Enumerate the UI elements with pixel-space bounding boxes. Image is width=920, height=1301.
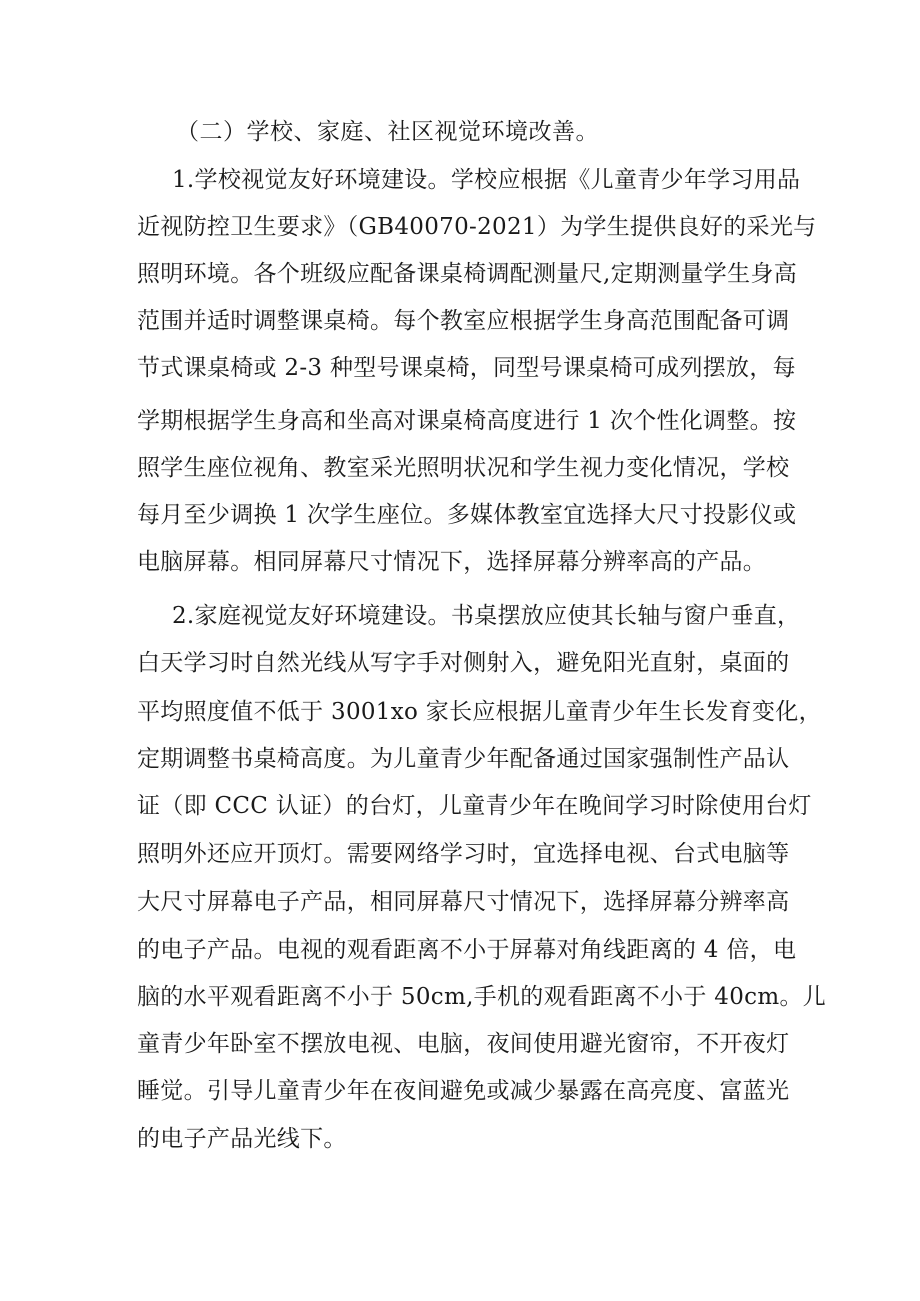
section-heading: （二）学校、家庭、社区视觉环境改善。	[176, 119, 599, 145]
paragraph-1-line: 电脑屏幕。相同屏幕尺寸情况下，选择屏幕分辨率高的产品。	[137, 549, 767, 575]
paragraph-1-line: 节式课桌椅或 2-3 种型号课桌椅，同型号课桌椅可成列摆放，每	[137, 355, 796, 381]
paragraph-2-line: 定期调整书桌椅高度。为儿童青少年配备通过国家强制性产品认	[137, 746, 790, 772]
paragraph-2-line: 证（即 CCC 认证）的台灯，儿童青少年在晚间学习时除使用台灯	[137, 793, 812, 819]
paragraph-1-line: 每月至少调换 1 次学生座位。多媒体教室宜选择大尺寸投影仪或	[137, 502, 797, 528]
paragraph-2-line: 脑的水平观看距离不小于 50cm,手机的观看距离不小于 40cm。儿	[137, 984, 827, 1010]
paragraph-1-line: 1.学校视觉友好环境建设。学校应根据《儿童青少年学习用品	[172, 167, 801, 193]
paragraph-2-line: 2.家庭视觉友好环境建设。书桌摆放应使其长轴与窗户垂直，	[172, 603, 801, 629]
paragraph-1-line: 照明环境。各个班级应配备课桌椅调配测量尺,定期测量学生身高	[137, 261, 798, 287]
paragraph-1-line: 照学生座位视角、教室采光照明状况和学生视力变化情况，学校	[137, 455, 790, 481]
paragraph-2-line: 照明外还应开顶灯。需要网络学习时，宜选择电视、台式电脑等	[137, 841, 790, 867]
paragraph-1-line: 学期根据学生身高和坐高对课桌椅高度进行 1 次个性化调整。按	[137, 408, 797, 434]
paragraph-2-line: 的电子产品。电视的观看距离不小于屏幕对角线距离的 4 倍，电	[137, 937, 797, 963]
paragraph-2-line: 睡觉。引导儿童青少年在夜间避免或减少暴露在高亮度、富蓝光	[137, 1078, 790, 1104]
paragraph-2-line: 大尺寸屏幕电子产品，相同屏幕尺寸情况下，选择屏幕分辨率高	[137, 889, 790, 915]
paragraph-2-line: 白天学习时自然光线从写字手对侧射入，避免阳光直射，桌面的	[137, 650, 790, 676]
paragraph-1-line: 近视防控卫生要求》（GB40070-2021）为学生提供良好的采光与	[137, 214, 817, 240]
paragraph-2-line: 平均照度值不低于 3001xo 家长应根据儿童青少年生长发育变化，	[137, 699, 822, 725]
paragraph-2-line: 童青少年卧室不摆放电视、电脑，夜间使用避光窗帘，不开夜灯	[137, 1031, 790, 1057]
paragraph-2-line: 的电子产品光线下。	[137, 1126, 347, 1152]
paragraph-1-line: 范围并适时调整课桌椅。每个教室应根据学生身高范围配备可调	[137, 308, 790, 334]
